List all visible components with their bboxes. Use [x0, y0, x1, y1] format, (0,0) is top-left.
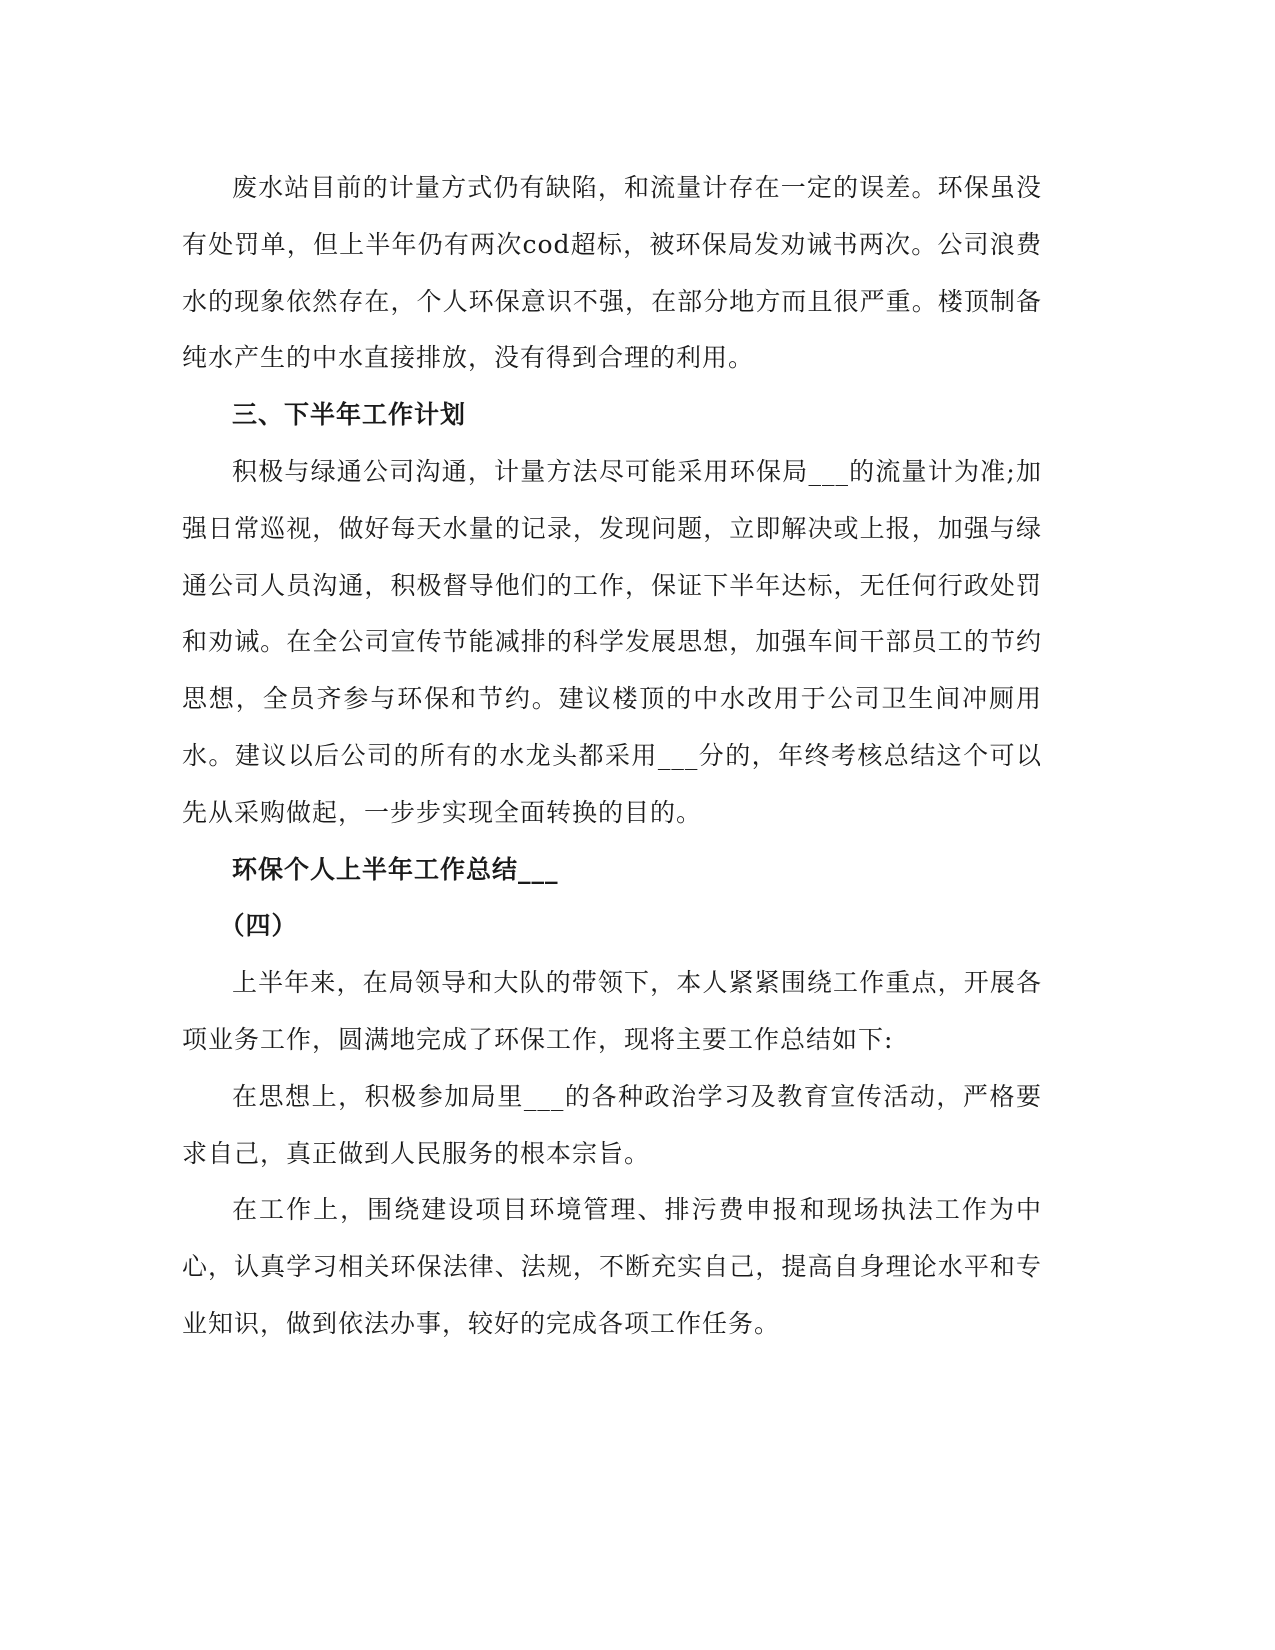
document-body — [182, 160, 1042, 1353]
section-number-four: （四） — [219, 911, 298, 941]
paragraph-wastewater-issues: 废水站目前的计量方式仍有缺陷，和流量计存在一定的误差。环保虽没有处罚单，但上半年仍有两次cod超标，被环保局发劝诫书两次。公司浪费水的现象依然存在，个人环保意识不强，在部分地方而且很严重。楼顶制备纯水产生的中水直接排放，没有得到合理的利用。 — [182, 173, 1042, 373]
paragraph-work: 在工作上，围绕建设项目环境管理、排污费申报和现场执法工作为中心，认真学习相关环保法律、法规，不断充实自己，提高自身理论水平和专业知识，做到依法办事，较好的完成各项工作任务。 — [182, 1195, 1042, 1338]
section-heading-second-half-plan: 三、下半年工作计划 — [232, 400, 467, 430]
document-title-summary: 环保个人上半年工作总结___ — [232, 854, 559, 884]
paragraph-ideology: 在思想上，积极参加局里___的各种政治学习及教育宣传活动，严格要求自己，真正做到人民服务的根本宗旨。 — [182, 1081, 1042, 1168]
paragraph-work-plan: 积极与绿通公司沟通，计量方法尽可能采用环保局___的流量计为准;加强日常巡视，做好每天水量的记录，发现问题，立即解决或上报，加强与绿通公司人员沟通，积极督导他们的工作，保证下半年达标，无任何行政处罚和劝诫。在全公司宣传节能减排的科学发展思想，加强车间干部员工的节约思想，全员齐参与环保和节约。建议楼顶的中水改用于公司卫生间冲厕用水。建议以后公司的所有的水龙头都采用___分的，年终考核总结这个可以先从采购做起，一步步实现全面转换的目的。 — [182, 456, 1042, 827]
paragraph-introduction: 上半年来，在局领导和大队的带领下，本人紧紧围绕工作重点，开展各项业务工作，圆满地完成了环保工作，现将主要工作总结如下: — [182, 968, 1042, 1054]
